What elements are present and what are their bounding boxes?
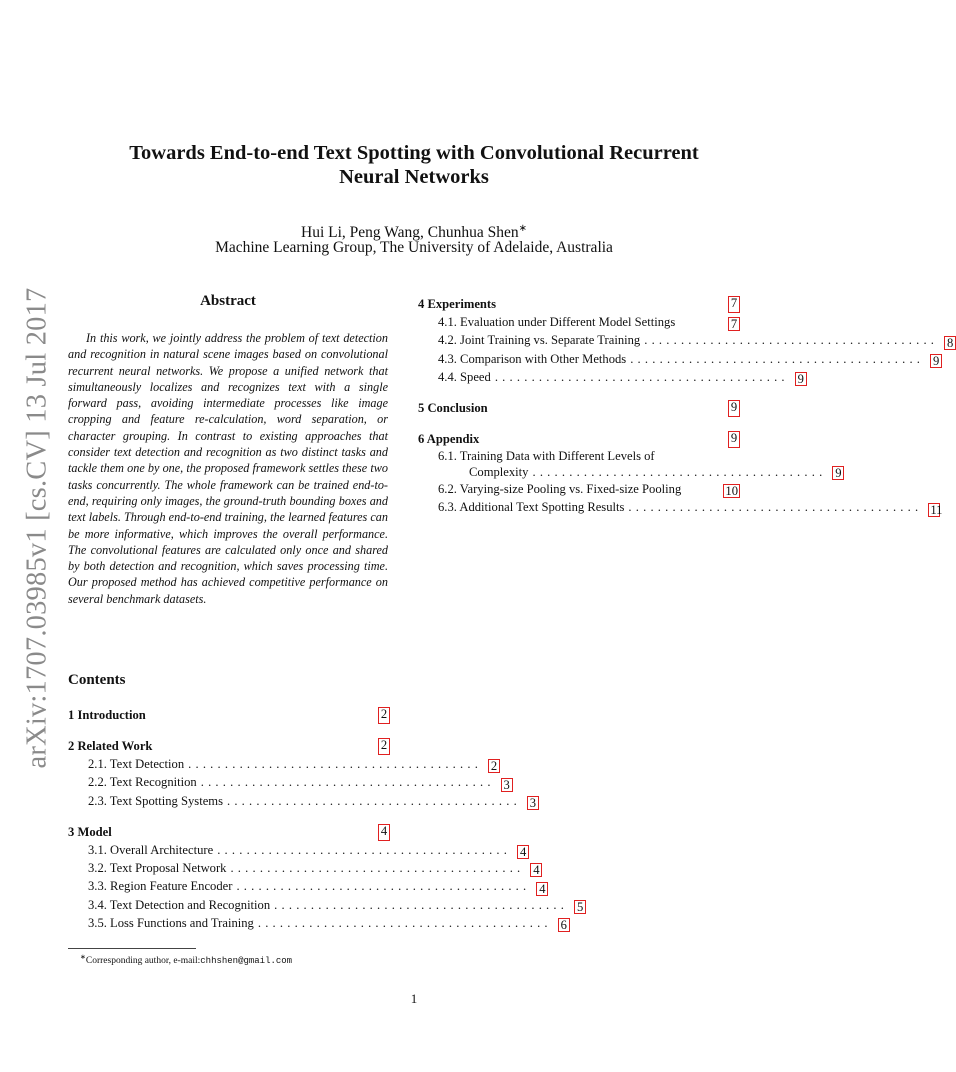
toc-entry-related-work[interactable]: [68, 738, 390, 755]
toc-page-link[interactable]: 4: [536, 882, 548, 896]
toc-page-link[interactable]: 8: [944, 336, 956, 350]
footnote-rule: [68, 948, 196, 949]
toc-page-link[interactable]: 9: [832, 466, 844, 480]
toc-entry-comparison[interactable]: [418, 350, 940, 368]
toc-page-link[interactable]: 9: [728, 400, 740, 417]
toc-leader: ........................................: [630, 351, 925, 366]
title-line-1: Towards End-to-end Text Spotting with Convolutional Recurrent: [129, 142, 699, 164]
toc-label: 3.1. Overall Architecture: [88, 842, 214, 857]
toc-entry-loss-functions[interactable]: [68, 914, 567, 933]
affiliation: Machine Learning Group, The University of Adelaide, Australia: [215, 239, 613, 256]
toc-leader: ........................................: [200, 775, 495, 790]
toc-label: 3 Model: [68, 824, 112, 839]
toc-entry-speed[interactable]: [418, 368, 804, 387]
toc-leader: ........................................: [644, 333, 939, 348]
toc-entry-experiments[interactable]: [418, 296, 740, 313]
toc-left-column: [68, 707, 584, 933]
toc-page-link[interactable]: 10: [725, 484, 738, 499]
toc-entry-text-recognition[interactable]: [68, 773, 510, 792]
arxiv-stamp-text: arXiv:1707.03985v1 [cs.CV] 13 Jul 2017: [21, 287, 53, 768]
contents-heading: Contents: [68, 672, 126, 688]
toc-leader: ........................................: [226, 793, 521, 808]
toc-page-link[interactable]: 6: [558, 918, 570, 932]
toc-leader: ........................................: [188, 757, 483, 771]
toc-label: 3.2. Text Proposal Network: [88, 861, 227, 876]
toc-label: 4.3. Comparison with Other Methods: [438, 351, 627, 366]
toc-entry-text-detection-and-recognition[interactable]: [68, 896, 584, 915]
toc-page-link[interactable]: 2: [378, 707, 390, 724]
toc-label: 1 Introduction: [68, 708, 146, 722]
toc-label: 6 Appendix: [418, 432, 480, 447]
toc-label: 3.3. Region Feature Encoder: [88, 879, 233, 894]
toc-entry-text-detection[interactable]: [68, 755, 498, 774]
toc-entry-training-data[interactable]: [418, 448, 842, 481]
toc-entry-appendix[interactable]: [418, 431, 740, 448]
abstract-heading: Abstract: [200, 293, 256, 309]
toc-page-link[interactable]: 7: [728, 317, 740, 331]
toc-leader: ........................................: [230, 861, 525, 876]
footnote-mark: ∗: [80, 953, 86, 961]
toc-entry-text-proposal-network[interactable]: [68, 859, 540, 878]
toc-page-link[interactable]: 4: [530, 863, 542, 877]
toc-label: 2.1. Text Detection: [88, 757, 185, 771]
footnote-text: Corresponding author, e-mail:: [85, 956, 201, 967]
toc-entry-pooling[interactable]: [418, 480, 740, 498]
toc-leader: ........................................: [532, 465, 827, 480]
toc-leader: ........................................: [257, 916, 552, 931]
toc-entry-conclusion[interactable]: [418, 400, 740, 417]
toc-label: 2.2. Text Recognition: [88, 775, 197, 790]
toc-page-link[interactable]: 9: [728, 431, 740, 448]
toc-label: 3.5. Loss Functions and Training: [88, 916, 254, 931]
toc-leader: ........................................: [274, 897, 569, 912]
toc-leader: ........................................: [628, 500, 923, 515]
page-number: 1: [410, 991, 418, 1006]
toc-page-link[interactable]: 3: [501, 778, 513, 792]
toc-label: 4.2. Joint Training vs. Separate Training: [438, 333, 641, 348]
toc-page-link[interactable]: 2: [488, 759, 500, 773]
toc-right-column: [418, 296, 954, 517]
toc-page-link[interactable]: 2: [378, 738, 390, 755]
toc-entry-model-settings[interactable]: [418, 313, 740, 331]
title-line-2: Neural Networks: [339, 166, 489, 188]
toc-label: 5 Conclusion: [418, 401, 488, 416]
footnote: [80, 953, 292, 966]
toc-page-link[interactable]: 4: [517, 845, 529, 859]
toc-page-link[interactable]: 5: [574, 900, 586, 914]
toc-page-link[interactable]: 3: [527, 796, 539, 810]
toc-page-link[interactable]: 4: [378, 824, 390, 841]
author-footnote-mark: ∗: [518, 223, 527, 234]
toc-leader: ........................................: [217, 842, 512, 857]
toc-entry-region-feature-encoder[interactable]: [68, 877, 546, 896]
toc-label: 6.1. Training Data with Different Levels of: [438, 449, 655, 464]
toc-page-link[interactable]: 9: [930, 354, 942, 368]
toc-entry-text-spotting-systems[interactable]: [68, 792, 537, 810]
toc-entry-introduction[interactable]: [68, 707, 390, 724]
toc-leader: ........................................: [494, 369, 789, 384]
toc-label: 4.4. Speed: [438, 369, 491, 384]
toc-entry-additional-results[interactable]: [418, 498, 943, 517]
paper-title: [60, 141, 768, 189]
toc-label: 4.1. Evaluation under Different Model Settings: [438, 315, 676, 329]
footnote-email[interactable]: chhshen@gmail.com: [200, 956, 293, 967]
toc-entry-model[interactable]: [68, 824, 390, 841]
toc-label: 6.3. Additional Text Spotting Results: [438, 500, 625, 515]
toc-page-link[interactable]: 9: [795, 372, 807, 386]
toc-entry-overall-architecture[interactable]: [68, 841, 527, 860]
toc-label: 4 Experiments: [418, 297, 497, 311]
author-names: Hui Li, Peng Wang, Chunhua Shen: [301, 224, 519, 242]
toc-page-link[interactable]: 11: [930, 502, 943, 517]
toc-entry-joint-training[interactable]: [418, 331, 954, 350]
toc-leader: ........................................: [236, 879, 531, 894]
toc-label: 2.3. Text Spotting Systems: [88, 793, 223, 808]
abstract-body: In this work, we jointly address the problem of text detection and recognition in natural scene images based on convolutional recurrent neural networks. We propose a unified network that simultaneously localizes and recognizes text with a single forward pass, avoiding intermediate processes like image cropping and feature re-calculation, word separation, or character grouping. In contrast to existing approaches that consider text detection and recognition as two distinct tasks and tackle them one by one, the proposed framework settles these two tasks concurrently. The whole framework can be trained end-to-end, requiring only images, the ground-truth bounding boxes and text labels. Through end-to-end training, the learned features can be more informative, which improves the overall performance. The convolutional features are calculated only once and shared by both detection and recognition, which saves processing time. Our proposed method has achieved competitive performance on several benchmark datasets.: [68, 331, 388, 606]
arxiv-stamp: [20, 287, 54, 768]
toc-label: 6.2. Varying-size Pooling vs. Fixed-size Pooling: [438, 482, 682, 497]
toc-label: 3.4. Text Detection and Recognition: [88, 897, 271, 912]
toc-page-link[interactable]: 7: [728, 296, 740, 313]
toc-label: 2 Related Work: [68, 739, 153, 753]
toc-label-continued: Complexity: [469, 465, 529, 480]
